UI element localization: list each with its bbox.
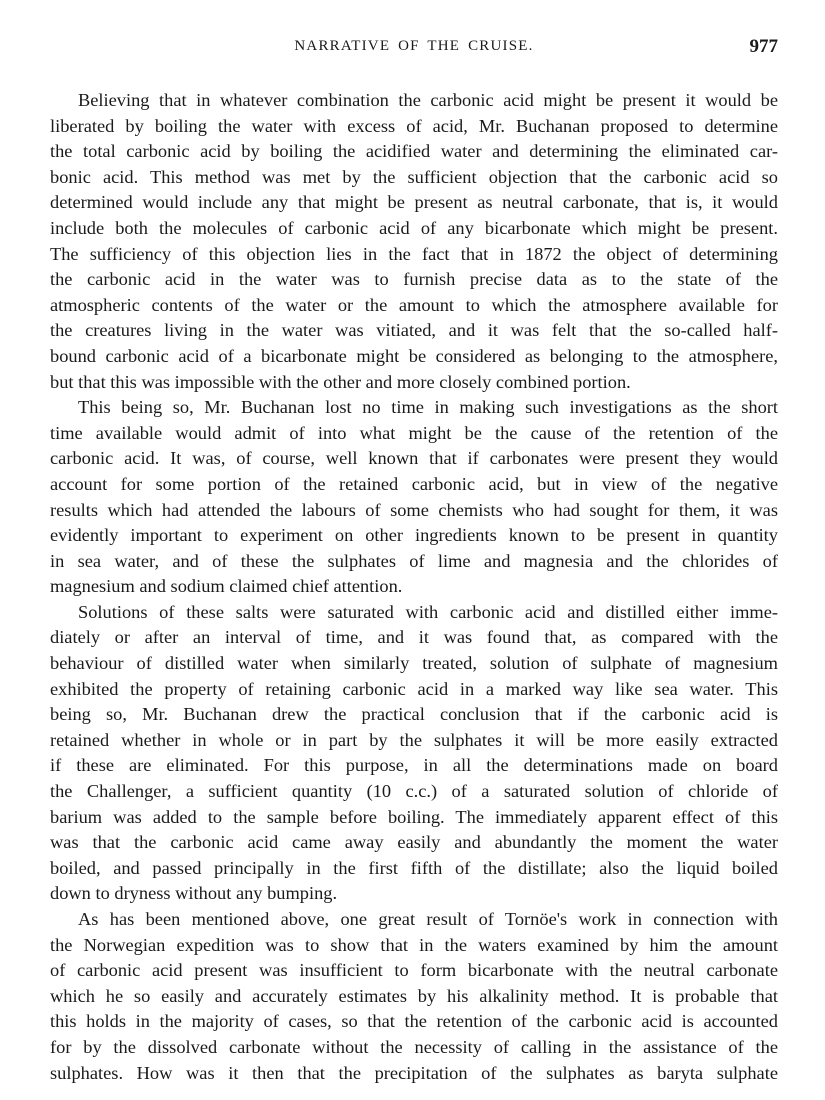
- text-line: retained whether in whole or in part by the sulphates it will be more easily extracted: [50, 729, 778, 750]
- text-line: Believing that in whatever combination the carbonic acid might be present it would be: [78, 90, 778, 110]
- document-page: [50, 36, 778, 1086]
- text-line: magnesium and sodium claimed chief attention.: [50, 576, 403, 597]
- text-line: liberated by boiling the water with excess of acid, Mr. Buchanan proposed to determine: [50, 115, 778, 136]
- text-line: bound carbonic acid of a bicarbonate might be considered as belonging to the atmosphere,: [50, 345, 778, 366]
- text-line: which he so easily and accurately estimates by his alkalinity method. It is probable that: [50, 985, 778, 1006]
- paragraph-4: [50, 907, 778, 1086]
- text-line: but that this was impossible with the other and more closely combined portion.: [50, 371, 631, 392]
- paragraph-2: [50, 395, 778, 600]
- text-line: the creatures living in the water was vitiated, and it was felt that the so-called half-: [50, 320, 778, 341]
- text-line: this holds in the majority of cases, so that the retention of the carbonic acid is accounted: [50, 1011, 778, 1032]
- text-line: was that the carbonic acid came away easily and abundantly the moment the water: [50, 832, 778, 853]
- paragraph-3: [50, 600, 778, 907]
- page-number: 977: [749, 36, 778, 57]
- text-line: results which had attended the labours of some chemists who had sought for them, it was: [50, 499, 778, 520]
- text-line: time available would admit of into what might be the cause of the retention of the: [50, 422, 778, 443]
- text-line: in sea water, and of these the sulphates of lime and magnesia and the chlorides of: [50, 550, 778, 571]
- text-line: the Norwegian expedition was to show that in the waters examined by him the amount: [50, 934, 778, 955]
- text-line: if these are eliminated. For this purpose, in all the determinations made on board: [50, 755, 778, 776]
- text-line: behaviour of distilled water when similarly treated, solution of sulphate of magnesium: [50, 653, 778, 674]
- running-title: NARRATIVE OF THE CRUISE.: [294, 38, 534, 54]
- running-header: [50, 36, 778, 64]
- text-line: include both the molecules of carbonic acid of any bicarbonate which might be present.: [50, 217, 778, 238]
- text-line: the Challenger, a sufficient quantity (10 c.c.) of a saturated solution of chloride of: [50, 781, 778, 802]
- text-line: sulphates. How was it then that the precipitation of the sulphates as baryta sulphate: [50, 1062, 778, 1083]
- text-line: barium was added to the sample before boiling. The immediately apparent effect of this: [50, 806, 778, 827]
- text-line: being so, Mr. Buchanan drew the practical conclusion that if the carbonic acid is: [50, 704, 778, 725]
- text-line: bonic acid. This method was met by the sufficient objection that the carbonic acid so: [50, 166, 778, 187]
- text-line: exhibited the property of retaining carbonic acid in a marked way like sea water. This: [50, 678, 778, 699]
- text-line: diately or after an interval of time, and it was found that, as compared with the: [50, 627, 778, 648]
- text-line: The sufficiency of this objection lies in the fact that in 1872 the object of determining: [50, 243, 778, 264]
- text-line: carbonic acid. It was, of course, well known that if carbonates were present they would: [50, 448, 778, 469]
- text-line: account for some portion of the retained carbonic acid, but in view of the negative: [50, 473, 778, 494]
- body-text: [50, 88, 778, 1086]
- text-line: As has been mentioned above, one great result of Tornöe's work in connection with: [78, 909, 778, 929]
- text-line: boiled, and passed principally in the first fifth of the distillate; also the liquid boiled: [50, 857, 778, 878]
- text-line: for by the dissolved carbonate without the necessity of calling in the assistance of the: [50, 1036, 778, 1057]
- text-line: Solutions of these salts were saturated with carbonic acid and distilled either imme-: [78, 601, 778, 622]
- text-line: atmospheric contents of the water or the amount to which the atmosphere available for: [50, 294, 778, 315]
- text-line: of carbonic acid present was insufficient to form bicarbonate with the neutral carbonate: [50, 960, 778, 981]
- text-line: the total carbonic acid by boiling the acidified water and determining the eliminated car-: [50, 141, 778, 162]
- text-line: down to dryness without any bumping.: [50, 883, 338, 904]
- text-line: the carbonic acid in the water was to furnish precise data as to the state of the: [50, 269, 778, 290]
- paragraph-1: [50, 88, 778, 395]
- text-line: determined would include any that might be present as neutral carbonate, that is, it would: [50, 192, 778, 213]
- text-line: This being so, Mr. Buchanan lost no time in making such investigations as the short: [78, 397, 778, 418]
- text-line: evidently important to experiment on other ingredients known to be present in quantity: [50, 525, 778, 546]
